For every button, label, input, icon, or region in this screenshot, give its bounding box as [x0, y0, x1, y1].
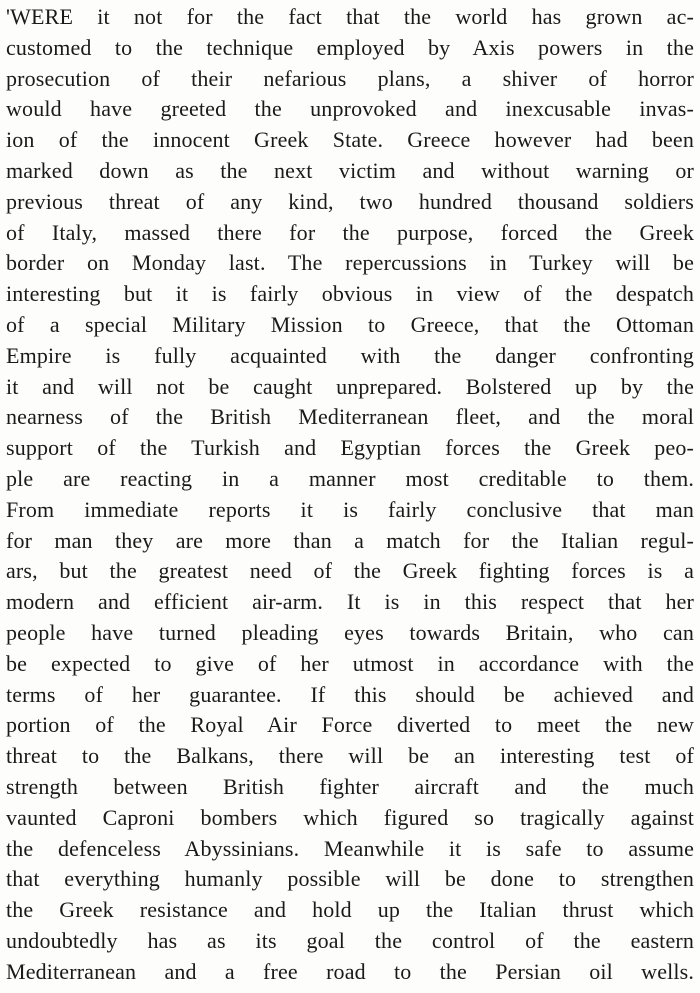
text-line: be expected to give of her utmost in accordance with the: [6, 650, 694, 676]
text-line: of Italy, massed there for the purpose, forced the Greek: [6, 219, 694, 245]
text-line: nearness of the British Mediterranean fleet, and the moral: [6, 404, 694, 430]
text-line: 'WERE it not for the fact that the world has grown ac-: [6, 4, 694, 29]
text-line: ion of the innocent Greek State. Greece however had been: [6, 127, 694, 153]
text-line: interesting but it is fairly obvious in view of the despatch: [6, 281, 694, 307]
text-line: Empire is fully acquainted with the danger confronting: [6, 342, 694, 368]
text-line: the Greek resistance and hold up the Italian thrust which: [6, 897, 694, 923]
text-line: Mediterranean and a free road to the Persian oil wells.: [6, 958, 694, 984]
text-line: strength between British fighter aircraft and the much: [6, 773, 694, 799]
text-line: marked down as the next victim and without warning or: [6, 157, 694, 183]
text-line: portion of the Royal Air Force diverted to meet the new: [6, 712, 694, 738]
text-line: it and will not be caught unprepared. Bolstered up by the: [6, 373, 694, 399]
text-line: previous threat of any kind, two hundred thousand soldiers: [6, 188, 694, 214]
text-line: undoubtedly has as its goal the control of the eastern: [6, 927, 694, 953]
text-line: for man they are more than a match for the Italian regul-: [6, 527, 694, 553]
text-line: ars, but the greatest need of the Greek fighting forces is a: [6, 558, 694, 584]
text-line: threat to the Balkans, there will be an interesting test of: [6, 743, 694, 769]
text-line: border on Monday last. The repercussions in Turkey will be: [6, 250, 694, 276]
text-line: From immediate reports it is fairly conclusive that man: [6, 496, 694, 522]
text-line: that everything humanly possible will be done to strengthen: [6, 866, 694, 892]
article-text: [6, 2, 694, 988]
text-line: terms of her guarantee. If this should be achieved and: [6, 681, 694, 707]
text-line: vaunted Caproni bombers which figured so tragically against: [6, 804, 694, 830]
text-line: of a special Military Mission to Greece, that the Ottoman: [6, 311, 694, 337]
text-line: the defenceless Abyssinians. Meanwhile it is safe to assume: [6, 835, 694, 861]
text-line: prosecution of their nefarious plans, a shiver of horror: [6, 65, 694, 91]
text-line: ple are reacting in a manner most creditable to them.: [6, 465, 694, 491]
text-line: people have turned pleading eyes towards Britain, who can: [6, 619, 694, 645]
text-line: would have greeted the unprovoked and inexcusable invas-: [6, 96, 694, 122]
text-line: customed to the technique employed by Axis powers in the: [6, 34, 694, 60]
text-line: support of the Turkish and Egyptian forces the Greek peo-: [6, 435, 694, 461]
text-line: modern and efficient air-arm. It is in this respect that her: [6, 589, 694, 615]
